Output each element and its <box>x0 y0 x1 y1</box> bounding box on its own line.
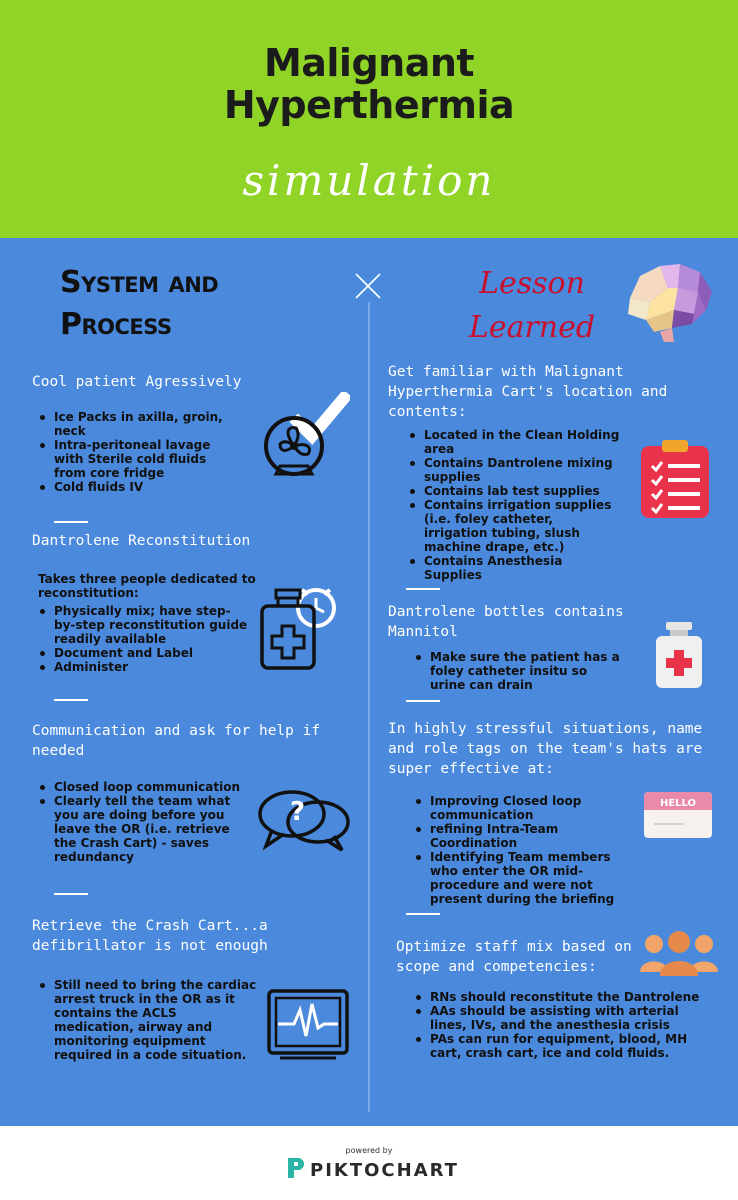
tag-text: HELLO <box>659 798 697 809</box>
left-title-line-2: Process <box>60 307 172 342</box>
fan-icon <box>258 392 350 484</box>
list-item: Document and Label <box>38 646 248 660</box>
title-line-1: Malignant <box>263 41 475 85</box>
list-item: Administer <box>38 660 248 674</box>
brain-icon <box>620 258 716 342</box>
list-item: Cold fluids IV <box>38 480 228 494</box>
medicine-bottle-icon <box>654 620 704 690</box>
right-list-2 <box>414 650 624 692</box>
piktochart-brand[interactable]: PIKTOCHART <box>310 1160 459 1181</box>
left-title-line-1: System and <box>60 265 219 300</box>
powered-by-label: powered by <box>345 1146 393 1155</box>
right-heading-3: In highly stressful situations, name and role tags on the team's hats are super effective at: <box>388 721 703 777</box>
left-heading-2: Dantrolene Reconstitution <box>32 533 251 549</box>
right-title-line-2: Learned <box>468 310 596 345</box>
team-icon <box>638 928 720 978</box>
right-column-title <box>462 262 602 350</box>
right-list-1 <box>408 428 620 582</box>
clipboard-checklist-icon <box>638 438 712 520</box>
left-heading-1: Cool patient Agressively <box>32 374 242 390</box>
page-title <box>0 42 738 126</box>
list-item: Contains lab test supplies <box>408 484 620 498</box>
right-heading-2: Dantrolene bottles contains Mannitol <box>388 604 624 640</box>
heart-monitor-icon <box>266 988 350 1064</box>
separator <box>54 893 88 895</box>
left-list-3 <box>38 780 248 864</box>
right-heading-1: Get familiar with Malignant Hyperthermia Cart's location and contents: <box>388 364 668 420</box>
left-column-title <box>60 262 218 346</box>
separator <box>54 521 88 523</box>
list-item: Ice Packs in axilla, groin, neck <box>38 410 228 438</box>
list-item: refining Intra-Team Coordination <box>414 822 640 850</box>
left-list-2 <box>38 604 248 674</box>
separator <box>406 700 440 702</box>
left-list-4 <box>38 978 260 1062</box>
separator <box>54 699 88 701</box>
right-list-4 <box>414 990 704 1060</box>
svg-text:?: ? <box>290 797 306 827</box>
divider-x-icon <box>354 272 382 300</box>
list-item: Still need to bring the cardiac arrest truck in the OR as it contains the ACLS medication, airway and monitoring equipment required in a code situation. <box>38 978 260 1062</box>
list-item: Intra-peritoneal lavage with Sterile cold fluids from core fridge <box>38 438 228 480</box>
medicine-bottle-icon <box>256 582 346 678</box>
list-item: Physically mix; have step-by-step reconstitution guide readily available <box>38 604 248 646</box>
left-intro-2: Takes three people dedicated to reconstitution: <box>38 572 256 600</box>
page-subtitle: simulation <box>242 156 496 205</box>
list-item: Contains irrigation supplies (i.e. foley catheter, irrigation tubing, slush machine drape, etc.) <box>408 498 620 554</box>
list-item: Identifying Team members who enter the OR mid-procedure and were not present during the briefing <box>414 850 640 906</box>
column-divider <box>368 302 370 1112</box>
list-item: AAs should be assisting with arterial lines, IVs, and the anesthesia crisis <box>414 1004 704 1032</box>
right-title-line-1: Lesson <box>479 266 585 301</box>
right-list-3 <box>414 794 640 906</box>
list-item: Closed loop communication <box>38 780 248 794</box>
list-item: RNs should reconstitute the Dantrolene <box>414 990 704 1004</box>
name-tag-icon <box>644 792 712 838</box>
left-heading-4: Retrieve the Crash Cart...a defibrillator is not enough <box>32 918 268 954</box>
separator <box>406 588 440 590</box>
list-item: Contains Dantrolene mixing supplies <box>408 456 620 484</box>
speech-bubbles-icon <box>254 784 354 854</box>
list-item: Contains Anesthesia Supplies <box>408 554 620 582</box>
list-item: Located in the Clean Holding area <box>408 428 620 456</box>
list-item: Improving Closed loop communication <box>414 794 640 822</box>
left-heading-3: Communication and ask for help if needed <box>32 723 321 759</box>
right-heading-4: Optimize staff mix based on scope and competencies: <box>396 939 632 975</box>
list-item: PAs can run for equipment, blood, MH cart, crash cart, ice and cold fluids. <box>414 1032 704 1060</box>
list-item: Clearly tell the team what you are doing before you leave the OR (i.e. retrieve the Crash Cart) - saves redundancy <box>38 794 248 864</box>
list-item: Make sure the patient has a foley catheter insitu so urine can drain <box>414 650 624 692</box>
title-line-2: Hyperthermia <box>223 83 515 127</box>
piktochart-logo-icon <box>284 1156 306 1180</box>
separator <box>406 913 440 915</box>
left-list-1 <box>38 410 228 494</box>
